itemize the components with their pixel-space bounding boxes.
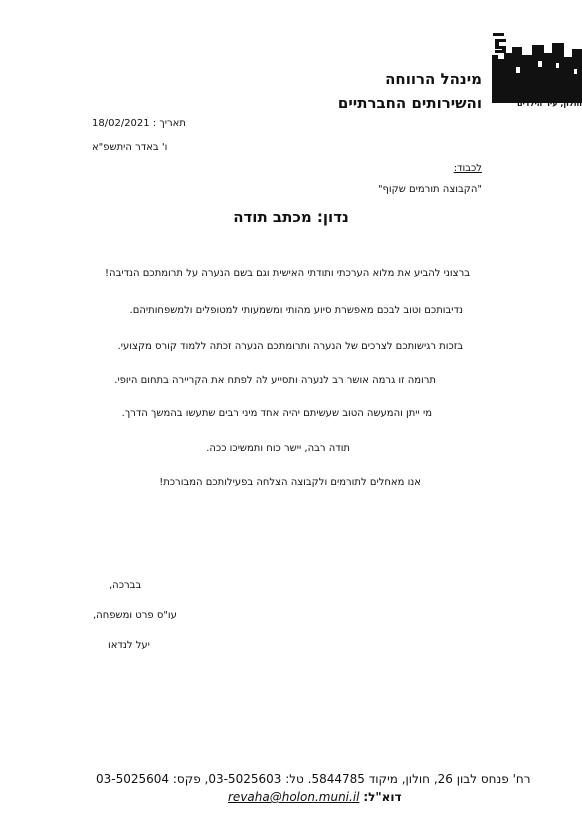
- body-line: נדיבותכם וטוב לבכם מאפשרת סיוע מהותי ומשמעותי למטופלים ולמשפחותיהם.: [129, 305, 463, 316]
- email-link[interactable]: revaha@holon.muni.il: [228, 790, 360, 804]
- org-name-line2: והשירותים החברתיים: [337, 94, 482, 112]
- body-line: ברצוני להביע את מלוא הערכתי ותודתי האישית וגם בשם הנערה על תרומתכם הנדיבה!: [105, 268, 470, 279]
- signature-closing: בברכה,: [109, 580, 142, 591]
- org-name-line1: מינהל הרווחה: [385, 70, 482, 88]
- signature-title: עו"ס פרט ומשפחה,: [93, 610, 177, 621]
- footer-address: רח' פנחס לבון 26, חולון, מיקוד 5844785. טל: 03-5025603, פקס: 03-5025604: [96, 772, 531, 786]
- body-line: תרומה זו גרמה אושר רב לנערה ותסייע לה לפתח את הקריירה בתחום היופי.: [114, 375, 436, 386]
- body-line: תודה רבה, יישר כוח ותמשיכו ככה.: [206, 443, 350, 454]
- body-line: בזכות רגישותכם לצרכים של הנערה ותרומתכם הנערה זכתה ללמוד קורס מקצועי.: [117, 341, 463, 352]
- logo-caption: חולון, עיר הילדים: [516, 99, 582, 108]
- body-line: אנו מאחלים לתורמים ולקבוצה הצלחה בפעילותכם המבורכת!: [159, 477, 421, 488]
- footer-email-line: [228, 790, 402, 804]
- signature-name: יעל לנדאו: [108, 640, 150, 651]
- body-line: מי ייתן והמעשה הטוב שעשיתם יהיה אחד מיני רבים שתעשו בהמשך הדרך.: [121, 408, 432, 419]
- hebrew-date: ו' באדר היתשפ"א: [92, 142, 168, 153]
- letter-date: תאריך : 18/02/2021: [92, 118, 186, 129]
- recipient-name: "הקבוצה תורמים שקוף": [377, 184, 482, 195]
- email-label: דוא"ל:: [363, 790, 402, 804]
- subject-line: נדון: מכתב תודה: [233, 208, 349, 226]
- to-label: לכבוד:: [453, 163, 482, 174]
